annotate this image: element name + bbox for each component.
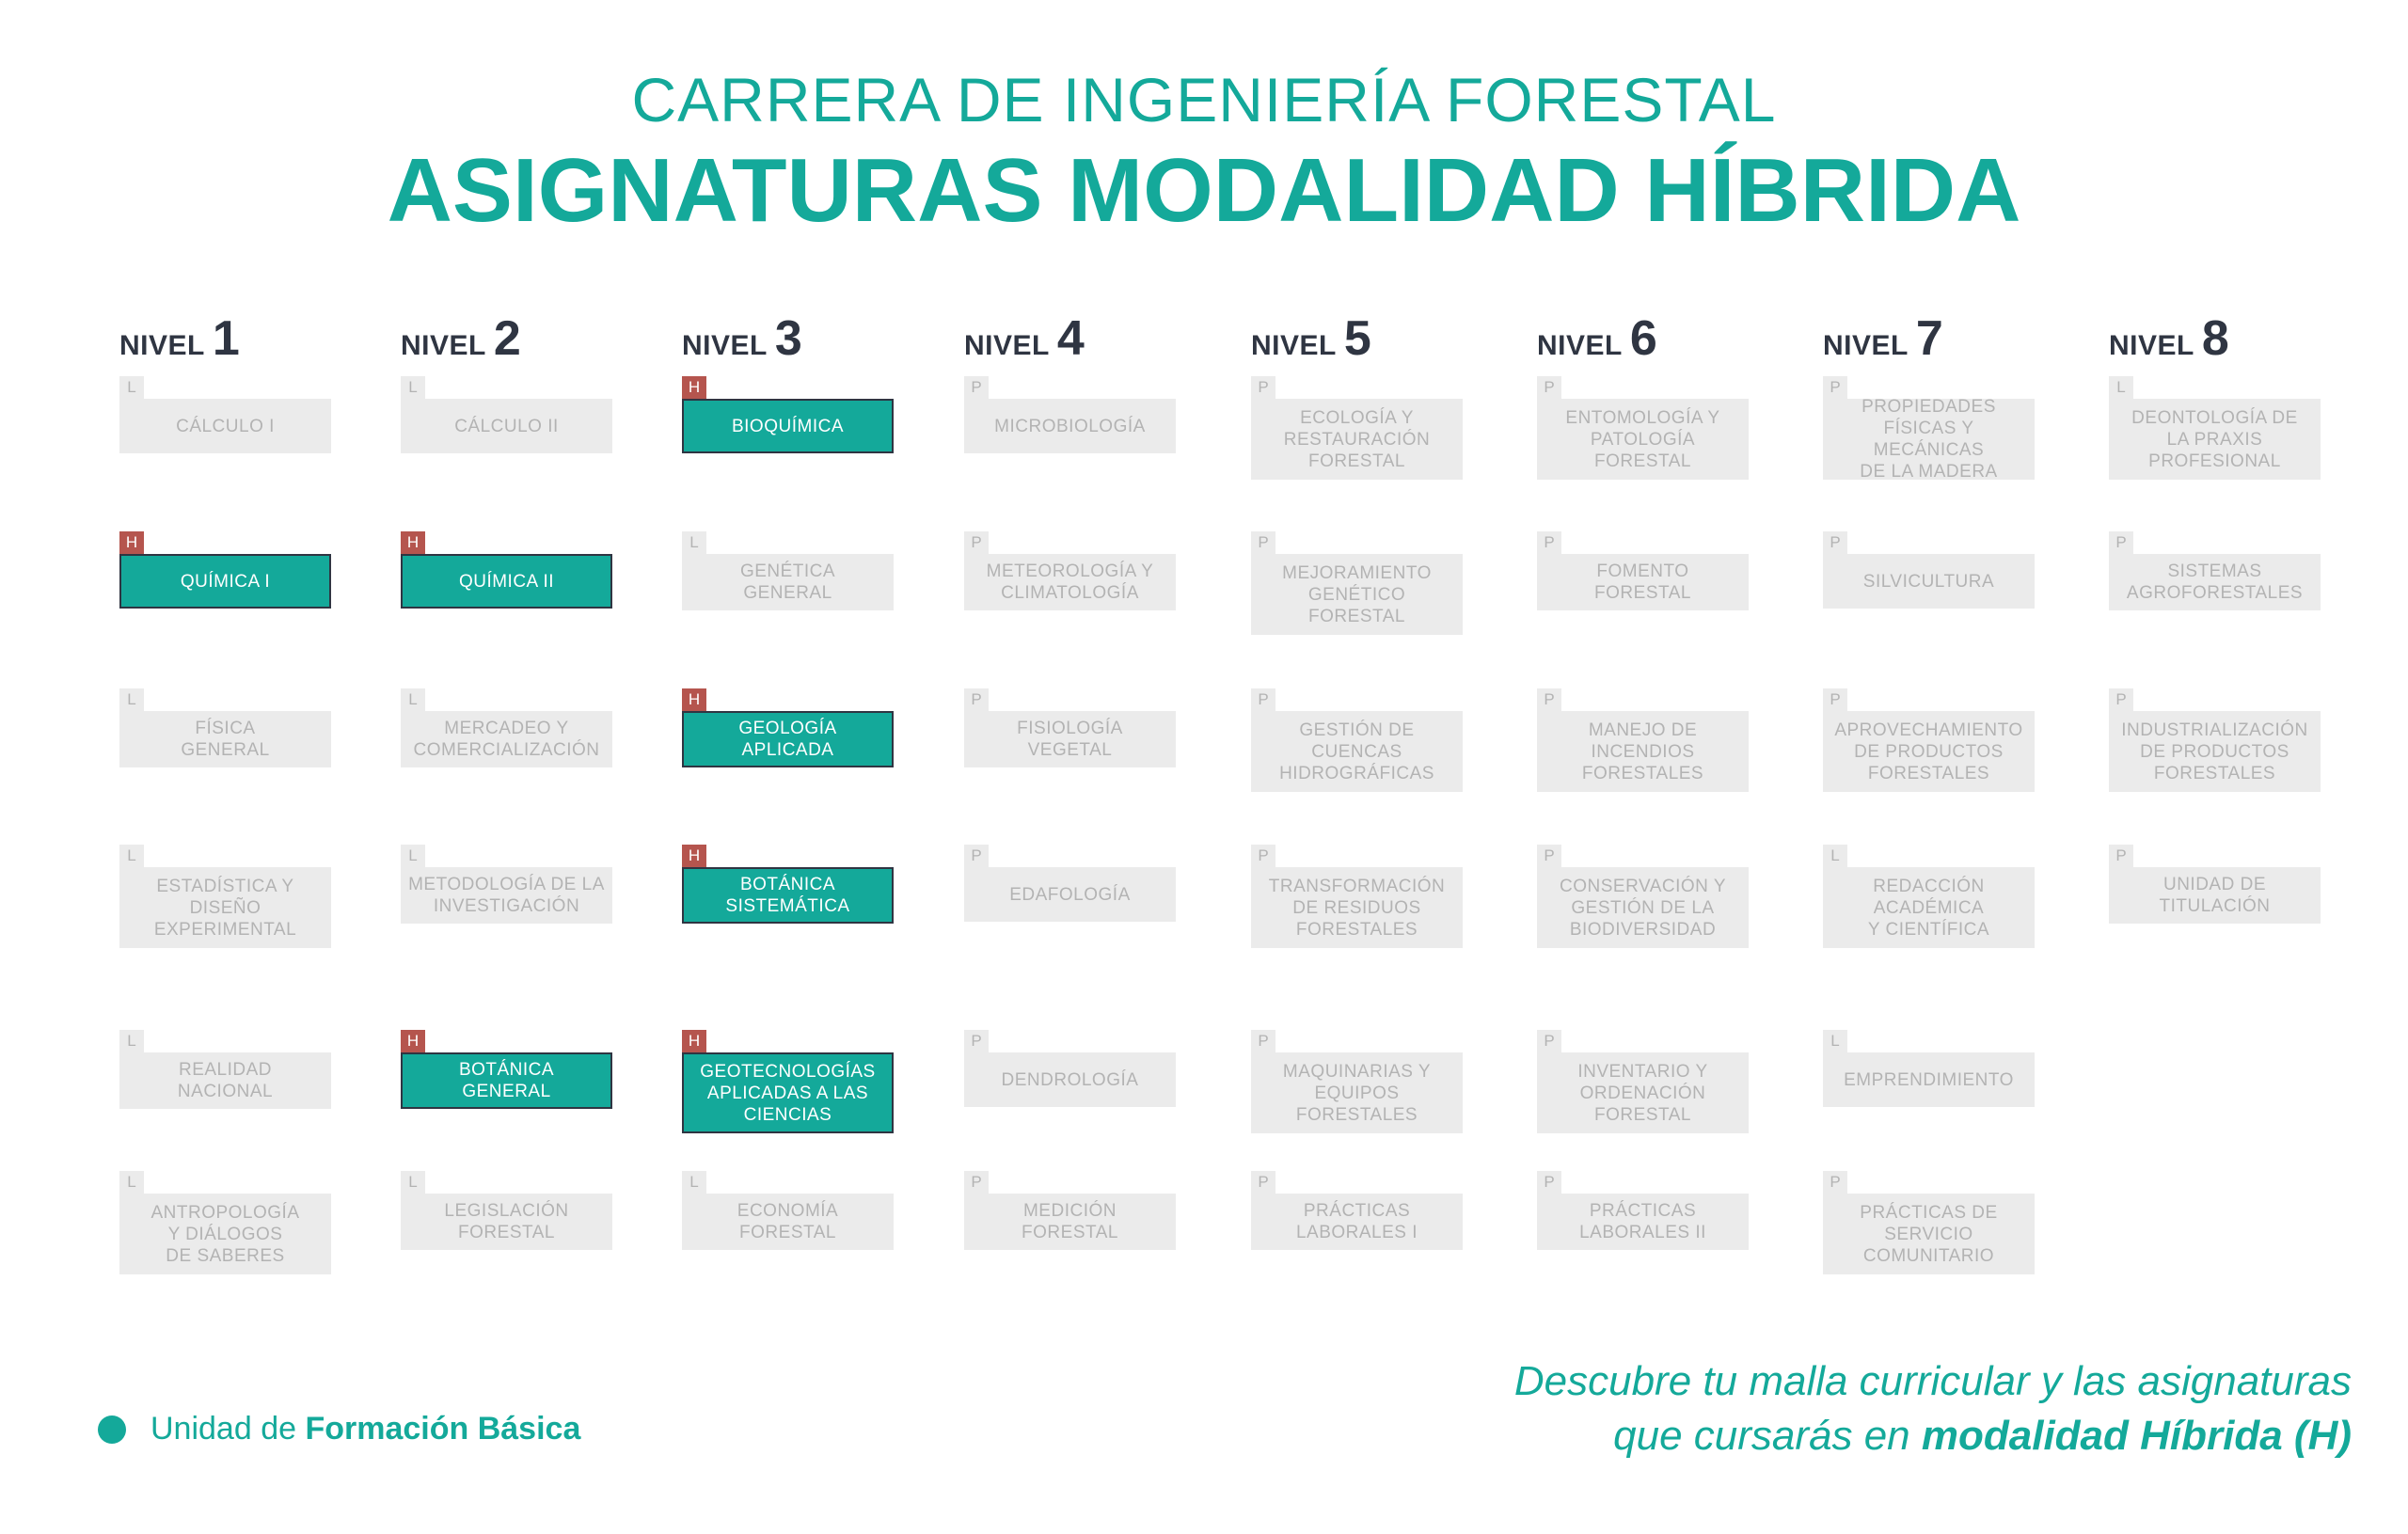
course-name: GEOLOGÍA APLICADA	[682, 711, 894, 767]
course-name: METEOROLOGÍA Y CLIMATOLOGÍA	[964, 554, 1176, 610]
modality-tag: H	[682, 688, 706, 711]
modality-tag: P	[1251, 531, 1275, 554]
course-name: CONSERVACIÓN Y GESTIÓN DE LA BIODIVERSIDAD	[1537, 867, 1749, 948]
nivel-heading: NIVEL 3	[682, 311, 802, 366]
course-name: SISTEMAS AGROFORESTALES	[2109, 554, 2321, 610]
course-name: ENTOMOLOGÍA Y PATOLOGÍA FORESTAL	[1537, 399, 1749, 480]
course-name: PRÁCTICAS DE SERVICIO COMUNITARIO	[1823, 1194, 2035, 1274]
modality-tag: L	[119, 376, 144, 399]
course-name: TRANSFORMACIÓN DE RESIDUOS FORESTALES	[1251, 867, 1463, 948]
modality-tag: P	[1537, 845, 1561, 867]
course-name: GESTIÓN DE CUENCAS HIDROGRÁFICAS	[1251, 711, 1463, 792]
nivel-heading: NIVEL 6	[1537, 311, 1657, 366]
course-name: FÍSICA GENERAL	[119, 711, 331, 767]
course-name: PROPIEDADES FÍSICAS Y MECÁNICAS DE LA MADERA	[1823, 399, 2035, 480]
nivel-heading: NIVEL 4	[964, 311, 1085, 366]
modality-tag: L	[1823, 845, 1847, 867]
modality-tag: P	[1537, 1030, 1561, 1052]
course-name: MICROBIOLOGÍA	[964, 399, 1176, 453]
course-name: QUÍMICA I	[119, 554, 331, 609]
modality-tag: P	[1537, 376, 1561, 399]
course-name: METODOLOGÍA DE LA INVESTIGACIÓN	[401, 867, 612, 924]
course-name: ANTROPOLOGÍA Y DIÁLOGOS DE SABERES	[119, 1194, 331, 1274]
modality-tag: L	[401, 845, 425, 867]
modality-tag: L	[401, 376, 425, 399]
footer-line-2: que cursarás en modalidad Híbrida (H)	[1613, 1413, 2352, 1459]
nivel-heading: NIVEL 8	[2109, 311, 2229, 366]
legend-dot-icon	[98, 1415, 126, 1444]
modality-tag: P	[1537, 531, 1561, 554]
course-name: MAQUINARIAS Y EQUIPOS FORESTALES	[1251, 1052, 1463, 1133]
modality-tag: L	[119, 1171, 144, 1194]
legend-label: Unidad de Formación Básica	[150, 1411, 581, 1447]
modality-tag: P	[1823, 531, 1847, 554]
modality-tag: L	[682, 531, 706, 554]
footer-message	[1514, 1354, 2352, 1463]
page-subtitle: CARRERA DE INGENIERÍA FORESTAL	[631, 65, 1777, 134]
modality-tag: P	[964, 531, 989, 554]
modality-tag: P	[2109, 845, 2133, 867]
course-name: DEONTOLOGÍA DE LA PRAXIS PROFESIONAL	[2109, 399, 2321, 480]
modality-tag: P	[1537, 688, 1561, 711]
modality-tag: P	[1823, 1171, 1847, 1194]
nivel-heading: NIVEL 1	[119, 311, 240, 366]
course-name: MEJORAMIENTO GENÉTICO FORESTAL	[1251, 554, 1463, 635]
course-name: ECOLOGÍA Y RESTAURACIÓN FORESTAL	[1251, 399, 1463, 480]
course-name: GENÉTICA GENERAL	[682, 554, 894, 610]
modality-tag: P	[1823, 688, 1847, 711]
modality-tag: H	[401, 1030, 425, 1052]
modality-tag: H	[682, 845, 706, 867]
nivel-heading: NIVEL 5	[1251, 311, 1371, 366]
course-name: QUÍMICA II	[401, 554, 612, 609]
modality-tag: P	[1251, 845, 1275, 867]
modality-tag: L	[682, 1171, 706, 1194]
nivel-column-7	[1823, 310, 2035, 1266]
course-name: PRÁCTICAS LABORALES I	[1251, 1194, 1463, 1250]
modality-tag: L	[119, 845, 144, 867]
course-name: LEGISLACIÓN FORESTAL	[401, 1194, 612, 1250]
course-name: GEOTECNOLOGÍAS APLICADAS A LAS CIENCIAS	[682, 1052, 894, 1133]
modality-tag: H	[682, 376, 706, 399]
nivel-column-5	[1251, 310, 1463, 1242]
modality-tag: L	[119, 1030, 144, 1052]
modality-tag: L	[119, 688, 144, 711]
modality-tag: P	[1537, 1171, 1561, 1194]
course-name: SILVICULTURA	[1823, 554, 2035, 609]
modality-tag: P	[1823, 376, 1847, 399]
course-name: ESTADÍSTICA Y DISEÑO EXPERIMENTAL	[119, 867, 331, 948]
modality-tag: L	[401, 688, 425, 711]
course-name: APROVECHAMIENTO DE PRODUCTOS FORESTALES	[1823, 711, 2035, 792]
course-name: BIOQUÍMICA	[682, 399, 894, 453]
course-name: EDAFOLOGÍA	[964, 867, 1176, 922]
course-name: MANEJO DE INCENDIOS FORESTALES	[1537, 711, 1749, 792]
modality-tag: P	[1251, 1030, 1275, 1052]
course-name: MERCADEO Y COMERCIALIZACIÓN	[401, 711, 612, 767]
modality-tag: H	[119, 531, 144, 554]
nivel-heading: NIVEL 2	[401, 311, 521, 366]
nivel-column-4	[964, 310, 1176, 1242]
nivel-column-8	[2109, 310, 2321, 916]
page-title: ASIGNATURAS MODALIDAD HÍBRIDA	[387, 140, 2021, 241]
course-name: FOMENTO FORESTAL	[1537, 554, 1749, 610]
course-name: BOTÁNICA SISTEMÁTICA	[682, 867, 894, 924]
nivel-column-2	[401, 310, 612, 1242]
nivel-column-3	[682, 310, 894, 1242]
modality-tag: L	[1823, 1030, 1847, 1052]
modality-tag: L	[401, 1171, 425, 1194]
course-name: UNIDAD DE TITULACIÓN	[2109, 867, 2321, 924]
course-name: REDACCIÓN ACADÉMICA Y CIENTÍFICA	[1823, 867, 2035, 948]
course-name: INVENTARIO Y ORDENACIÓN FORESTAL	[1537, 1052, 1749, 1133]
modality-tag: P	[964, 1030, 989, 1052]
nivel-column-6	[1537, 310, 1749, 1242]
course-name: DENDROLOGÍA	[964, 1052, 1176, 1107]
legend	[98, 1411, 580, 1447]
course-name: INDUSTRIALIZACIÓN DE PRODUCTOS FORESTALES	[2109, 711, 2321, 792]
modality-tag: P	[1251, 688, 1275, 711]
course-name: FISIOLOGÍA VEGETAL	[964, 711, 1176, 767]
modality-tag: H	[682, 1030, 706, 1052]
modality-tag: L	[2109, 376, 2133, 399]
course-name: ECONOMÍA FORESTAL	[682, 1194, 894, 1250]
modality-tag: P	[964, 376, 989, 399]
course-name: CÁLCULO II	[401, 399, 612, 453]
modality-tag: P	[964, 688, 989, 711]
course-name: CÁLCULO I	[119, 399, 331, 453]
modality-tag: P	[1251, 376, 1275, 399]
nivel-heading: NIVEL 7	[1823, 311, 1943, 366]
course-name: EMPRENDIMIENTO	[1823, 1052, 2035, 1107]
modality-tag: P	[1251, 1171, 1275, 1194]
modality-tag: P	[2109, 531, 2133, 554]
modality-tag: P	[964, 845, 989, 867]
modality-tag: P	[2109, 688, 2133, 711]
modality-tag: H	[401, 531, 425, 554]
course-name: BOTÁNICA GENERAL	[401, 1052, 612, 1109]
footer-line-1: Descubre tu malla curricular y las asignaturas	[1513, 1358, 2352, 1404]
course-name: REALIDAD NACIONAL	[119, 1052, 331, 1109]
course-name: MEDICIÓN FORESTAL	[964, 1194, 1176, 1250]
nivel-column-1	[119, 310, 331, 1266]
course-name: PRÁCTICAS LABORALES II	[1537, 1194, 1749, 1250]
modality-tag: P	[964, 1171, 989, 1194]
